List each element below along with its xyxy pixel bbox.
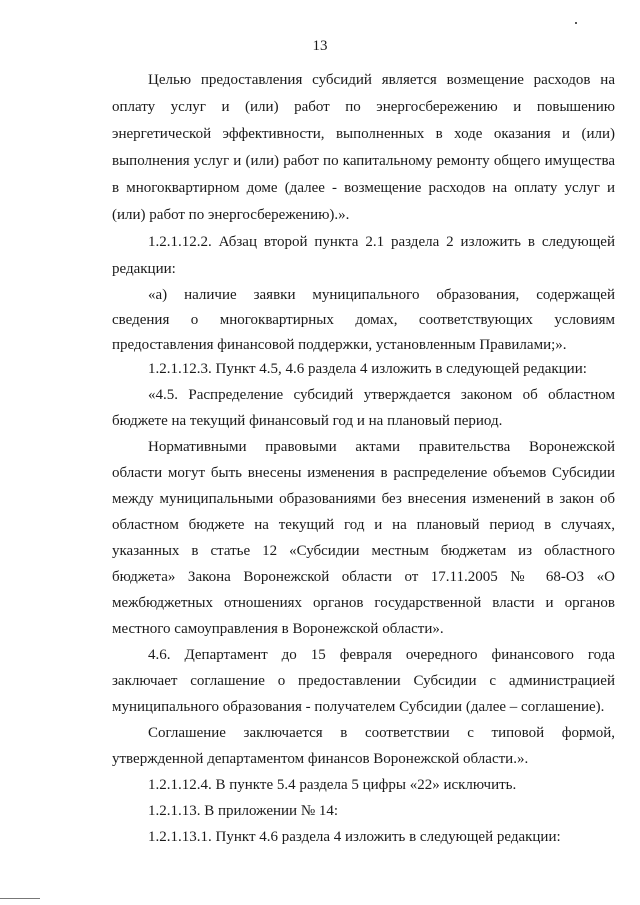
text-line: 1.2.1.12.2. Абзац второй пункта 2.1 раздела 2 изложить в следующей (148, 234, 615, 250)
text-line: областном бюджете на текущий год и на плановый период в случаях, (112, 517, 615, 533)
text-line: сведения о многоквартирных домах, соответствующих условиям (112, 312, 615, 328)
text-line: 1.2.1.12.4. В пункте 5.4 раздела 5 цифры «22» исключить. (148, 777, 517, 793)
text-line: 1.2.1.12.3. Пункт 4.5, 4.6 раздела 4 изложить в следующей редакции: (148, 361, 587, 377)
text-line: выполнения услуг и (или) работ по капитальному ремонту общего имущества (112, 153, 615, 169)
text-line: местного самоуправления в Воронежской области». (112, 621, 444, 637)
text-line: Нормативными правовыми актами правительства Воронежской (148, 439, 615, 455)
scan-dot (575, 22, 577, 24)
text-line: области могут быть внесены изменения в распределение объемов Субсидии (112, 465, 615, 481)
text-line: Целью предоставления субсидий является возмещение расходов на (148, 72, 615, 88)
text-line: энергетической эффективности, выполненных в ходе оказания и (или) (112, 126, 615, 142)
text-line: бюджета» Закона Воронежской области от 17.11.2005 № 68-ОЗ «О (112, 569, 615, 585)
text-line: «а) наличие заявки муниципального образования, содержащей (148, 287, 615, 303)
text-line: Соглашение заключается в соответствии с типовой формой, (148, 725, 615, 741)
text-line: «4.5. Распределение субсидий утверждается законом об областном (148, 387, 615, 403)
text-line: 1.2.1.13.1. Пункт 4.6 раздела 4 изложить в следующей редакции: (148, 829, 561, 845)
text-line: муниципального образования - получателем Субсидии (далее – соглашение). (112, 699, 605, 715)
text-line: между муниципальными образованиями без внесения изменений в закон об (112, 491, 615, 507)
text-line: оплату услуг и (или) работ по энергосбережению и повышению (112, 99, 615, 115)
text-line: (или) работ по энергосбережению).». (112, 207, 350, 223)
text-line: заключает соглашение о предоставлении Субсидии с администрацией (112, 673, 615, 689)
text-line: 1.2.1.13. В приложении № 14: (148, 803, 339, 819)
text-line: указанных в статье 12 «Субсидии местным бюджетам из областного (112, 543, 615, 559)
text-line: предоставления финансовой поддержки, установленным Правилами;». (112, 337, 567, 353)
scan-edge-mark (0, 898, 40, 899)
text-line: 4.6. Департамент до 15 февраля очередного финансового года (148, 647, 615, 663)
text-line: утвержденной департаментом финансов Воронежской области.». (112, 751, 529, 767)
text-line: бюджете на текущий финансовый год и на плановый период. (112, 413, 503, 429)
page-number: 13 (312, 38, 328, 54)
text-line: редакции: (112, 261, 176, 277)
text-line: в многоквартирном доме (далее - возмещение расходов на оплату услуг и (112, 180, 615, 196)
text-line: межбюджетных отношениях органов государственной власти и органов (112, 595, 615, 611)
